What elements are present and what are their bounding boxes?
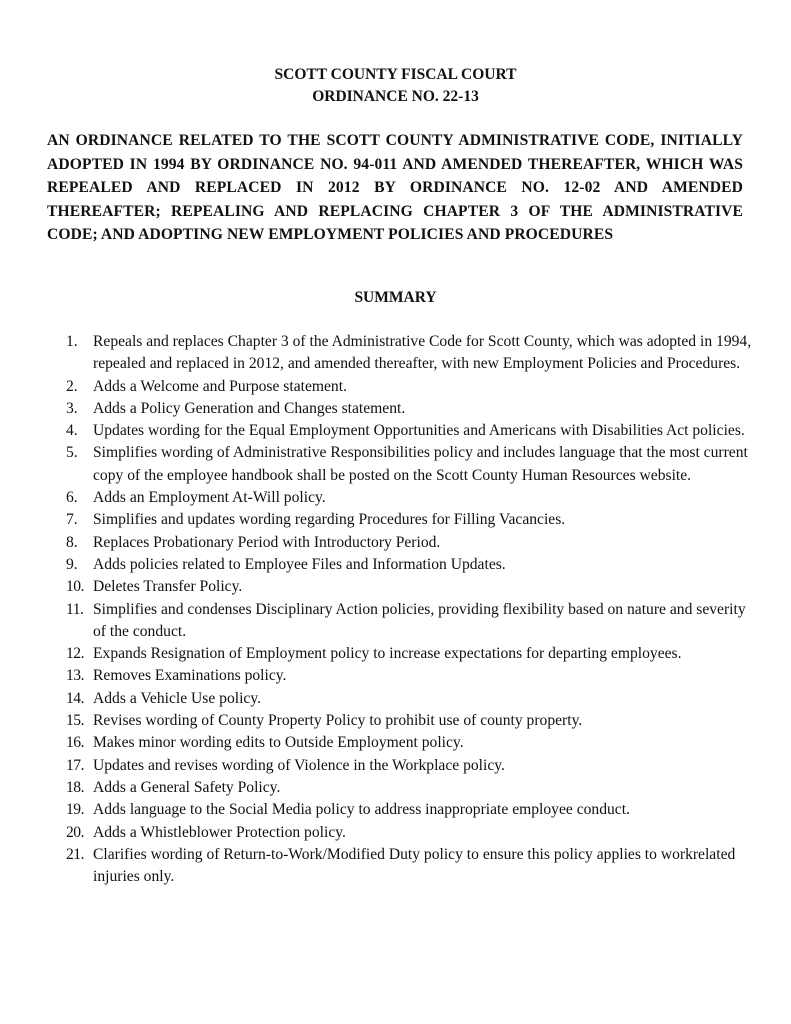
item-text: Revises wording of County Property Policy to prohibit use of county property. [93, 712, 583, 730]
item-text: Makes minor wording edits to Outside Employment policy. [93, 734, 464, 752]
item-text: Repeals and replaces Chapter 3 of the Administrative Code for Scott County, which was adopted in 1994, repealed and replaced in 2012, and amended thereafter, with new Employment Policies and Procedures. [93, 333, 752, 373]
court-name: SCOTT COUNTY FISCAL COURT [274, 66, 517, 83]
item-text: Updates wording for the Equal Employment Opportunities and Americans with Disabilities Act policies. [93, 422, 745, 440]
summary-item [66, 799, 756, 821]
summary-list [66, 331, 756, 888]
item-number: 20. [66, 823, 84, 841]
item-number: 4. [66, 422, 78, 440]
summary-item [66, 599, 756, 644]
item-text: Expands Resignation of Employment policy to increase expectations for departing employees. [93, 645, 682, 663]
summary-item [66, 665, 756, 687]
document-header [0, 64, 791, 108]
ordinance-number: ORDINANCE NO. 22-13 [312, 88, 479, 105]
item-text: Replaces Probationary Period with Introductory Period. [93, 533, 441, 551]
summary-item [66, 732, 756, 754]
summary-heading: SUMMARY [354, 289, 437, 306]
item-number: 10. [66, 578, 84, 596]
item-text: Simplifies and condenses Disciplinary Action policies, providing flexibility based on nature and severity of the conduct. [93, 600, 746, 640]
item-number: 7. [66, 511, 78, 529]
item-text: Adds policies related to Employee Files and Information Updates. [93, 555, 506, 573]
summary-item [66, 532, 756, 554]
ordinance-title: AN ORDINANCE RELATED TO THE SCOTT COUNTY ADMINISTRATIVE CODE, INITIALLY ADOPTED IN 1994 BY ORDINANCE NO. 94-011 AND AMENDED THEREAFTER, WHICH WAS REPEALED AND REPLACED IN 2012 BY ORDINANCE NO. 12-02 AND AMENDED THEREAFTER; REPEALING AND REPLACING CHAPTER 3 OF THE ADMINISTRATIVE CODE; AND ADOPTING NEW EMPLOYMENT POLICIES AND PROCEDURES [47, 132, 743, 243]
item-number: 1. [66, 333, 78, 350]
summary-item [66, 755, 756, 777]
summary-item [66, 398, 756, 420]
summary-item [66, 777, 756, 799]
item-text: Adds language to the Social Media policy to address inappropriate employee conduct. [93, 801, 630, 819]
item-text: Adds a Welcome and Purpose statement. [93, 377, 347, 395]
item-number: 9. [66, 555, 78, 573]
summary-item [66, 509, 756, 531]
item-text: Deletes Transfer Policy. [93, 578, 243, 596]
summary-item [66, 576, 756, 598]
item-number: 2. [66, 377, 78, 395]
summary-item [66, 487, 756, 509]
summary-item [66, 688, 756, 710]
summary-item [66, 554, 756, 576]
item-text: Updates and revises wording of Violence in the Workplace policy. [93, 756, 505, 774]
item-number: 17. [66, 756, 84, 774]
item-text: Adds a General Safety Policy. [93, 778, 281, 796]
summary-item [66, 331, 756, 376]
item-number: 12. [66, 645, 84, 663]
item-number: 21. [66, 845, 84, 863]
item-number: 15. [66, 712, 84, 730]
item-number: 6. [66, 489, 78, 507]
item-number: 18. [66, 778, 84, 796]
item-number: 8. [66, 533, 78, 551]
item-number: 3. [66, 399, 78, 417]
item-number: 16. [66, 734, 84, 752]
summary-item [66, 442, 756, 487]
summary-item [66, 710, 756, 732]
summary-item [66, 844, 756, 889]
item-text: Simplifies and updates wording regarding Procedures for Filling Vacancies. [93, 511, 566, 529]
item-number: 13. [66, 667, 84, 685]
item-number: 11. [66, 600, 84, 618]
item-number: 5. [66, 444, 78, 462]
item-number: 14. [66, 689, 84, 707]
item-text: Adds a Policy Generation and Changes statement. [93, 399, 406, 417]
summary-item [66, 376, 756, 398]
item-text: Simplifies wording of Administrative Responsibilities policy and includes language that the most current copy of the employee handbook shall be posted on the Scott County Human Resources website. [93, 444, 748, 484]
summary-item [66, 420, 756, 442]
item-text: Clarifies wording of Return-to-Work/Modified Duty policy to ensure this policy applies to workrelated injuries only. [93, 845, 736, 886]
item-text: Removes Examinations policy. [93, 667, 287, 685]
item-text: Adds a Vehicle Use policy. [93, 689, 262, 707]
summary-item [66, 822, 756, 844]
summary-item [66, 643, 756, 665]
item-number: 19. [66, 801, 84, 819]
item-text: Adds a Whistleblower Protection policy. [93, 823, 346, 841]
item-text: Adds an Employment At-Will policy. [93, 489, 326, 507]
